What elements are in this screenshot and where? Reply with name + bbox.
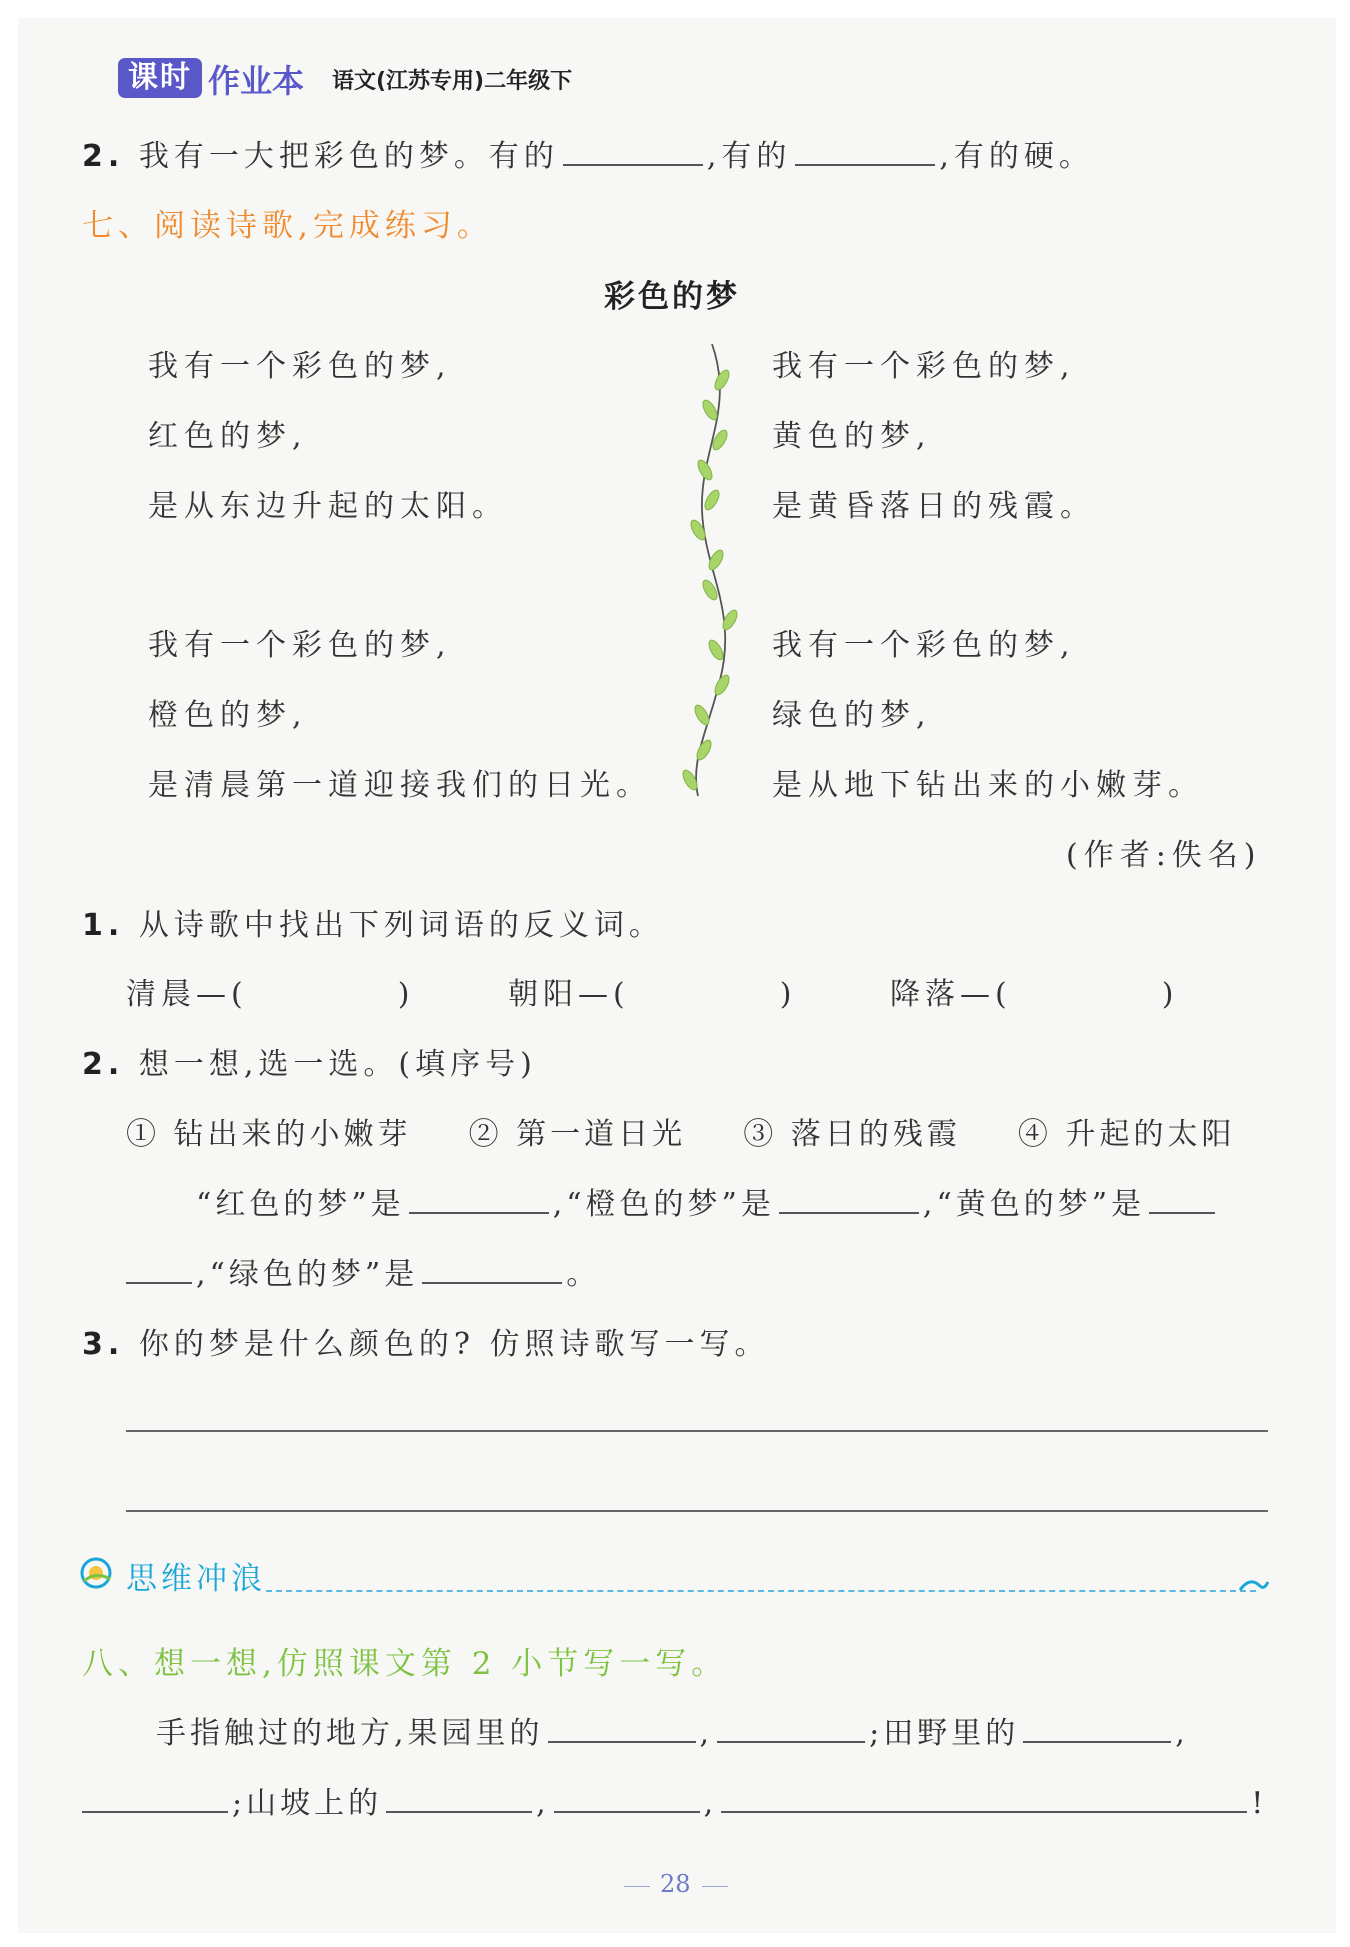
answer-blank[interactable] (386, 1781, 532, 1813)
poem-line: 我有一个彩色的梦, (148, 628, 452, 663)
answer-blank[interactable] (554, 1781, 700, 1813)
answer-blank[interactable] (779, 1182, 919, 1214)
answer-blank[interactable] (409, 1182, 549, 1214)
question-3 (82, 1319, 769, 1363)
fill-prompt: ,“黄色的梦”是 (922, 1187, 1146, 1222)
question-number: 3. (82, 1327, 125, 1362)
section-8-heading: 八、想一想,仿照课文第 2 小节写一写。 (82, 1646, 728, 1682)
question-text: 你的梦是什么颜色的? 仿照诗歌写一写。 (138, 1327, 770, 1362)
poem-line: 我有一个彩色的梦, (772, 349, 1076, 384)
poem-line: 绿色的梦, (772, 698, 932, 733)
punct: , (703, 1786, 718, 1821)
question-text: 我有一大把彩色的梦。有的 (138, 139, 559, 174)
answer-blank[interactable] (1023, 1711, 1171, 1743)
punct: , (1175, 1716, 1189, 1751)
section-7-heading: 七、阅读诗歌,完成练习。 (82, 208, 493, 244)
poem-author: (作者:佚名) (1066, 838, 1262, 873)
question-1 (82, 900, 664, 944)
wave-icon (78, 1555, 118, 1591)
question-number: 2. (82, 1047, 125, 1082)
wave-end-icon (1238, 1572, 1270, 1596)
answer-blank[interactable] (795, 134, 935, 166)
question-number: 2. (82, 139, 125, 174)
paren-close: ) (779, 977, 797, 1012)
sec8-line-1 (156, 1708, 1189, 1752)
fill-prompt: ;田野里的 (869, 1716, 1020, 1751)
option-item: ③ 落日的残霞 (743, 1117, 961, 1152)
antonym-item-1 (126, 969, 414, 1013)
fill-line-2 (126, 1249, 600, 1293)
fill-prompt: 手指触过的地方,果园里的 (156, 1716, 544, 1751)
writing-line[interactable] (126, 1430, 1268, 1432)
option-item: ② 第一道日光 (468, 1117, 687, 1152)
page-number-rule-left (624, 1886, 650, 1887)
poem-line: 是从东边升起的太阳。 (148, 489, 508, 524)
question-text: ,有的硬。 (939, 139, 1094, 174)
answer-blank[interactable] (548, 1711, 696, 1743)
sec8-line-2 (82, 1778, 1267, 1822)
prev-question-2 (82, 131, 1094, 175)
paren-close: ) (1161, 977, 1179, 1012)
punct: , (536, 1786, 550, 1821)
question-text: 想一想,选一选。(填序号) (138, 1047, 537, 1082)
punct: ! (1251, 1786, 1268, 1821)
paren-close: ) (397, 977, 415, 1012)
poem-line: 是从地下钻出来的小嫩芽。 (772, 768, 1204, 803)
poem-line: 我有一个彩色的梦, (148, 349, 452, 384)
writing-line[interactable] (126, 1510, 1268, 1512)
poem-line: 红色的梦, (148, 419, 308, 454)
think-wave-label: 思维冲浪 (126, 1561, 266, 1597)
question-text: ,有的 (706, 139, 792, 174)
question-2 (82, 1039, 537, 1083)
fill-prompt: “红色的梦”是 (196, 1187, 405, 1222)
page-number-rule-right (702, 1886, 728, 1887)
antonym-item-2 (508, 969, 796, 1013)
brand-name: 作业本 (208, 62, 305, 100)
antonym-word: 朝阳—( (508, 977, 630, 1012)
fill-prompt: ;山坡上的 (232, 1786, 383, 1821)
antonym-word: 清晨—( (126, 977, 248, 1012)
answer-blank[interactable] (422, 1252, 562, 1284)
antonym-item-3 (890, 969, 1178, 1013)
poem-line: 是黄昏落日的残霞。 (772, 489, 1096, 524)
answer-blank[interactable] (563, 134, 703, 166)
poem-line: 黄色的梦, (772, 419, 932, 454)
brand-logo-box: 课时 (118, 58, 202, 98)
punct: , (699, 1716, 714, 1751)
answer-blank[interactable] (82, 1781, 228, 1813)
poem-line: 橙色的梦, (148, 698, 308, 733)
vine-decoration (660, 340, 740, 800)
question-text: 从诗歌中找出下列词语的反义词。 (138, 908, 664, 943)
answer-blank[interactable] (717, 1711, 865, 1743)
poem-line: 是清晨第一道迎接我们的日光。 (148, 768, 652, 803)
option-list (126, 1109, 1235, 1153)
book-subtitle: 语文(江苏专用)二年级下 (332, 69, 573, 94)
option-item: ④ 升起的太阳 (1017, 1117, 1236, 1152)
question-number: 1. (82, 908, 125, 943)
fill-prompt: ,“绿色的梦”是 (196, 1257, 419, 1292)
fill-line-1 (196, 1179, 1219, 1223)
answer-blank[interactable] (721, 1781, 1247, 1813)
answer-blank[interactable] (126, 1252, 192, 1284)
option-item: ① 钻出来的小嫩芽 (126, 1117, 412, 1152)
fill-prompt: ,“橙色的梦”是 (552, 1187, 775, 1222)
poem-title: 彩色的梦 (604, 279, 740, 315)
dashed-divider (266, 1590, 1256, 1592)
poem-line: 我有一个彩色的梦, (772, 628, 1076, 663)
fill-end: 。 (566, 1257, 601, 1292)
answer-blank[interactable] (1149, 1182, 1215, 1214)
antonym-word: 降落—( (890, 977, 1012, 1012)
page-number: 28 (660, 1870, 691, 1898)
